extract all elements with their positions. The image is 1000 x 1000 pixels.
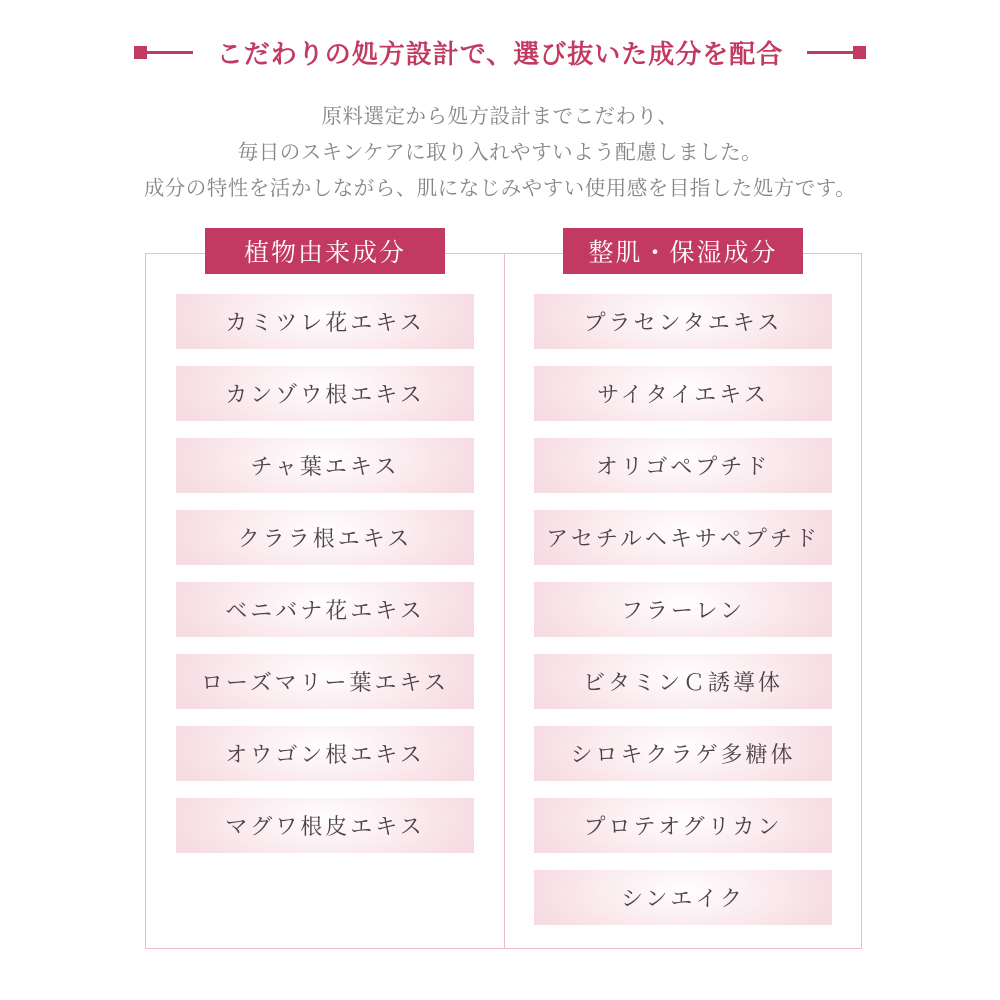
title-square-right-icon	[853, 46, 866, 59]
title-deco-left	[134, 46, 193, 59]
section-title: こだわりの処方設計で、選び抜いた成分を配合	[216, 40, 784, 70]
ingredient-item: マグワ根皮エキス	[176, 798, 474, 853]
section-title-row	[0, 34, 1000, 71]
ingredient-item: ローズマリー葉エキス	[176, 654, 474, 709]
intro-line: 成分の特性を活かしながら、肌になじみやすい使用感を目指した処方です。	[143, 177, 857, 200]
ingredient-item: カンゾウ根エキス	[176, 366, 474, 421]
title-square-left-icon	[134, 46, 147, 59]
title-line-left	[147, 51, 193, 54]
column-plant-derived	[146, 238, 504, 948]
column-skin-moisturizing	[505, 238, 861, 948]
title-deco-right	[807, 46, 866, 59]
intro-line: 毎日のスキンケアに取り入れやすいよう配慮しました。	[237, 141, 763, 164]
ingredient-item: アセチルヘキサペプチド	[534, 510, 832, 565]
column-heading-moisturizing: 整肌・保湿成分	[563, 228, 803, 274]
ingredient-item: シンエイク	[534, 870, 832, 925]
ingredient-item: プラセンタエキス	[534, 294, 832, 349]
ingredients-panel	[145, 238, 862, 949]
ingredient-item: カミツレ花エキス	[176, 294, 474, 349]
ingredient-item: オリゴペプチド	[534, 438, 832, 493]
ingredient-item: シロキクラゲ多糖体	[534, 726, 832, 781]
title-line-right	[807, 51, 853, 54]
ingredient-item: チャ葉エキス	[176, 438, 474, 493]
column-heading-plant: 植物由来成分	[205, 228, 445, 274]
ingredient-item: クララ根エキス	[176, 510, 474, 565]
ingredient-item: ベニバナ花エキス	[176, 582, 474, 637]
ingredient-item: サイタイエキス	[534, 366, 832, 421]
ingredient-item: プロテオグリカン	[534, 798, 832, 853]
intro-text	[0, 99, 1000, 207]
ingredient-item: フラーレン	[534, 582, 832, 637]
ingredient-item: オウゴン根エキス	[176, 726, 474, 781]
ingredient-item: ビタミンＣ誘導体	[534, 654, 832, 709]
intro-line: 原料選定から処方設計までこだわり、	[321, 105, 679, 128]
